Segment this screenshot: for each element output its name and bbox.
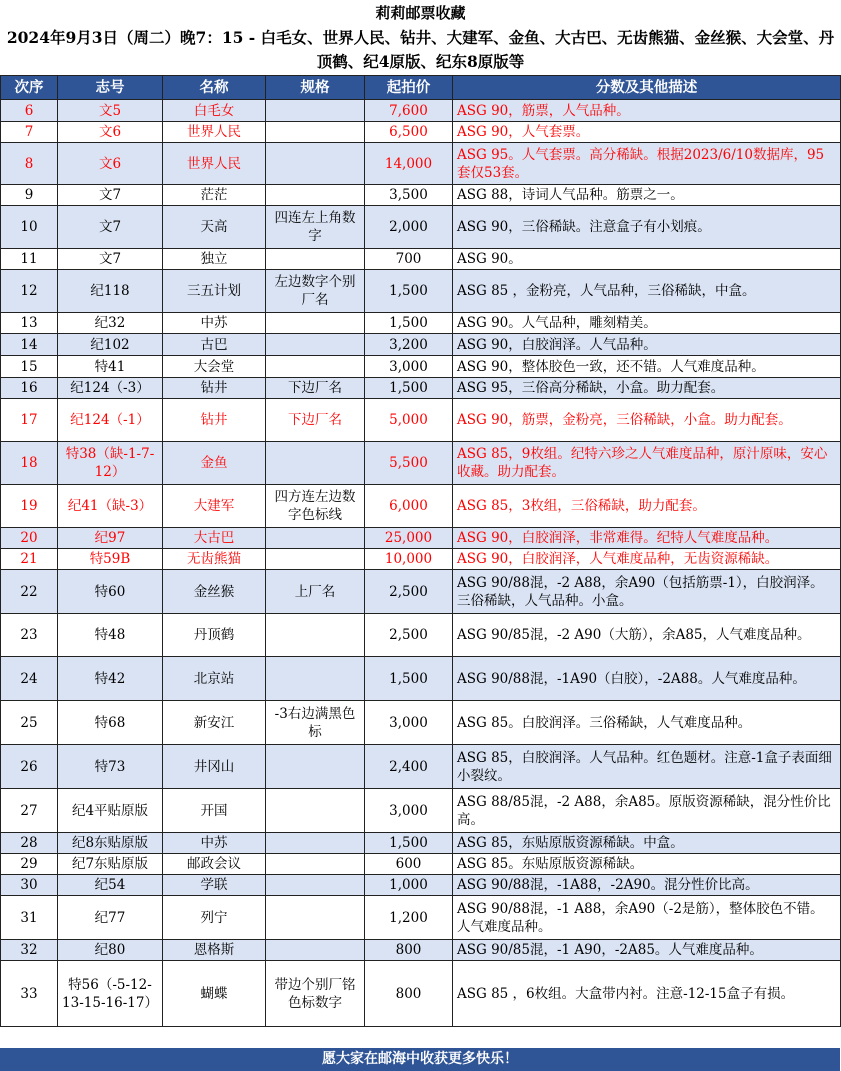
description-cell: ASG 90，筋票，人气品种。 bbox=[453, 100, 841, 122]
code-cell: 纪124（-1） bbox=[58, 399, 163, 442]
table-row bbox=[1, 249, 841, 270]
description-cell: ASG 85，白胶润泽。人气品种。红色题材。注意-1盒子表面细小裂纹。 bbox=[453, 745, 841, 789]
table-row bbox=[1, 570, 841, 614]
name-cell: 丹顶鹤 bbox=[163, 614, 266, 657]
description-cell: ASG 90/85混，-2 A90（大筋），余A85，人气难度品种。 bbox=[453, 614, 841, 657]
price-cell: 3,000 bbox=[365, 789, 453, 833]
table-row bbox=[1, 940, 841, 961]
description-cell: ASG 85。东贴原版资源稀缺。 bbox=[453, 854, 841, 875]
page-title: 莉莉邮票收藏 bbox=[375, 4, 466, 22]
description-cell: ASG 85 ，金粉亮，人气品种，三俗稀缺，中盒。 bbox=[453, 270, 841, 313]
code-cell: 纪80 bbox=[58, 940, 163, 961]
description-cell: ASG 85 ，6枚组。大盒带内衬。注意-12-15盒子有损。 bbox=[453, 961, 841, 1027]
price-cell: 2,000 bbox=[365, 206, 453, 249]
order-cell: 29 bbox=[1, 854, 58, 875]
order-cell: 17 bbox=[1, 399, 58, 442]
price-cell: 1,500 bbox=[365, 657, 453, 701]
table-row bbox=[1, 789, 841, 833]
price-cell: 1,500 bbox=[365, 313, 453, 334]
price-cell: 800 bbox=[365, 940, 453, 961]
name-cell: 无齿熊猫 bbox=[163, 549, 266, 570]
name-cell: 井冈山 bbox=[163, 745, 266, 789]
price-cell: 2,500 bbox=[365, 614, 453, 657]
name-cell: 列宁 bbox=[163, 896, 266, 940]
table-row bbox=[1, 875, 841, 896]
order-cell: 25 bbox=[1, 701, 58, 745]
order-cell: 12 bbox=[1, 270, 58, 313]
name-cell: 钻井 bbox=[163, 378, 266, 399]
header-order: 次序 bbox=[1, 76, 58, 100]
price-cell: 14,000 bbox=[365, 143, 453, 185]
description-cell: ASG 85。白胶润泽。三俗稀缺，人气难度品种。 bbox=[453, 701, 841, 745]
table-row bbox=[1, 442, 841, 485]
name-cell: 三五计划 bbox=[163, 270, 266, 313]
order-cell: 24 bbox=[1, 657, 58, 701]
spec-cell bbox=[266, 442, 365, 485]
order-cell: 16 bbox=[1, 378, 58, 399]
order-cell: 31 bbox=[1, 896, 58, 940]
code-cell: 文6 bbox=[58, 143, 163, 185]
spec-cell bbox=[266, 745, 365, 789]
name-cell: 学联 bbox=[163, 875, 266, 896]
table-row bbox=[1, 528, 841, 549]
header-name: 名称 bbox=[163, 76, 266, 100]
price-cell: 6,000 bbox=[365, 485, 453, 528]
order-cell: 18 bbox=[1, 442, 58, 485]
spec-cell bbox=[266, 122, 365, 143]
table-row bbox=[1, 334, 841, 356]
table-row bbox=[1, 100, 841, 122]
auction-subtitle: 2024年9月3日（周二）晚7：15 - 白毛女、世界人民、钻井、大建军、金鱼、大古巴、无齿熊猫、金丝猴、大会堂、丹顶鹤、纪4原版、纪东8原版等 bbox=[6, 28, 835, 71]
table-row bbox=[1, 745, 841, 789]
description-cell: ASG 90，白胶润泽，非常难得。纪特人气难度品种。 bbox=[453, 528, 841, 549]
spec-cell bbox=[266, 334, 365, 356]
description-cell: ASG 90/85混，-1 A90，-2A85。人气难度品种。 bbox=[453, 940, 841, 961]
spec-cell bbox=[266, 185, 365, 206]
name-cell: 金鱼 bbox=[163, 442, 266, 485]
table-row bbox=[1, 614, 841, 657]
spec-cell bbox=[266, 100, 365, 122]
code-cell: 特38（缺-1-7-12） bbox=[58, 442, 163, 485]
price-cell: 5,500 bbox=[365, 442, 453, 485]
price-cell: 600 bbox=[365, 854, 453, 875]
price-cell: 3,000 bbox=[365, 356, 453, 378]
name-cell: 世界人民 bbox=[163, 122, 266, 143]
table-row bbox=[1, 313, 841, 334]
code-cell: 文7 bbox=[58, 185, 163, 206]
code-cell: 特41 bbox=[58, 356, 163, 378]
spec-cell: 下边厂名 bbox=[266, 378, 365, 399]
table-row bbox=[1, 549, 841, 570]
order-cell: 33 bbox=[1, 961, 58, 1027]
spec-cell bbox=[266, 249, 365, 270]
spec-cell bbox=[266, 549, 365, 570]
price-cell: 3,500 bbox=[365, 185, 453, 206]
order-cell: 13 bbox=[1, 313, 58, 334]
order-cell: 27 bbox=[1, 789, 58, 833]
order-cell: 32 bbox=[1, 940, 58, 961]
spec-cell bbox=[266, 528, 365, 549]
name-cell: 白毛女 bbox=[163, 100, 266, 122]
spec-cell: 四方连左边数字色标线 bbox=[266, 485, 365, 528]
name-cell: 中苏 bbox=[163, 313, 266, 334]
order-cell: 6 bbox=[1, 100, 58, 122]
name-cell: 天高 bbox=[163, 206, 266, 249]
description-cell: ASG 90/88混，-2 A88，余A90（包括筋票-1），白胶润泽。三俗稀缺，人气品种。小盒。 bbox=[453, 570, 841, 614]
code-cell: 纪8东贴原版 bbox=[58, 833, 163, 854]
price-cell: 2,400 bbox=[365, 745, 453, 789]
name-cell: 大会堂 bbox=[163, 356, 266, 378]
code-cell: 纪77 bbox=[58, 896, 163, 940]
code-cell: 纪32 bbox=[58, 313, 163, 334]
table-row bbox=[1, 122, 841, 143]
description-cell: ASG 85，9枚组。纪特六珍之人气难度品种，原汁原味，安心收藏。助力配套。 bbox=[453, 442, 841, 485]
spec-cell bbox=[266, 896, 365, 940]
description-cell: ASG 95。人气套票。高分稀缺。根据2023/6/10数据库，95套仅53套。 bbox=[453, 143, 841, 185]
table-header-row bbox=[1, 76, 841, 100]
order-cell: 7 bbox=[1, 122, 58, 143]
table-row bbox=[1, 356, 841, 378]
order-cell: 22 bbox=[1, 570, 58, 614]
description-cell: ASG 95，三俗高分稀缺，小盒。助力配套。 bbox=[453, 378, 841, 399]
price-cell: 7,600 bbox=[365, 100, 453, 122]
spec-cell bbox=[266, 614, 365, 657]
code-cell: 特42 bbox=[58, 657, 163, 701]
spec-cell bbox=[266, 313, 365, 334]
stamp-auction-table bbox=[0, 75, 841, 1027]
price-cell: 700 bbox=[365, 249, 453, 270]
table-row bbox=[1, 206, 841, 249]
table-row bbox=[1, 833, 841, 854]
table-row bbox=[1, 896, 841, 940]
code-cell: 特68 bbox=[58, 701, 163, 745]
spec-cell: -3右边满黑色标 bbox=[266, 701, 365, 745]
name-cell: 金丝猴 bbox=[163, 570, 266, 614]
page-title-block bbox=[0, 0, 841, 75]
spec-cell: 下边厂名 bbox=[266, 399, 365, 442]
code-cell: 纪118 bbox=[58, 270, 163, 313]
price-cell: 3,000 bbox=[365, 701, 453, 745]
header-code: 志号 bbox=[58, 76, 163, 100]
order-cell: 26 bbox=[1, 745, 58, 789]
code-cell: 纪124（-3） bbox=[58, 378, 163, 399]
footer-banner: 愿大家在邮海中收获更多快乐！ bbox=[0, 1048, 840, 1071]
table-row bbox=[1, 399, 841, 442]
table-row bbox=[1, 961, 841, 1027]
price-cell: 1,500 bbox=[365, 833, 453, 854]
code-cell: 纪97 bbox=[58, 528, 163, 549]
description-cell: ASG 90，白胶润泽。人气品种。 bbox=[453, 334, 841, 356]
order-cell: 28 bbox=[1, 833, 58, 854]
spec-cell: 上厂名 bbox=[266, 570, 365, 614]
header-start-price: 起拍价 bbox=[365, 76, 453, 100]
price-cell: 1,500 bbox=[365, 378, 453, 399]
spec-cell bbox=[266, 854, 365, 875]
name-cell: 大建军 bbox=[163, 485, 266, 528]
name-cell: 大古巴 bbox=[163, 528, 266, 549]
price-cell: 1,200 bbox=[365, 896, 453, 940]
table-row bbox=[1, 854, 841, 875]
code-cell: 纪102 bbox=[58, 334, 163, 356]
description-cell: ASG 90，白胶润泽，人气难度品种，无齿资源稀缺。 bbox=[453, 549, 841, 570]
order-cell: 14 bbox=[1, 334, 58, 356]
code-cell: 纪7东贴原版 bbox=[58, 854, 163, 875]
price-cell: 10,000 bbox=[365, 549, 453, 570]
description-cell: ASG 88，诗词人气品种。筋票之一。 bbox=[453, 185, 841, 206]
order-cell: 11 bbox=[1, 249, 58, 270]
code-cell: 纪41（缺-3） bbox=[58, 485, 163, 528]
description-cell: ASG 90。人气品种，雕刻精美。 bbox=[453, 313, 841, 334]
header-spec: 规格 bbox=[266, 76, 365, 100]
header-description: 分数及其他描述 bbox=[453, 76, 841, 100]
spec-cell bbox=[266, 143, 365, 185]
table-row bbox=[1, 143, 841, 185]
price-cell: 1,000 bbox=[365, 875, 453, 896]
description-cell: ASG 90/88混，-1 A88，余A90（-2是筋），整体胶色不错。人气难度品种。 bbox=[453, 896, 841, 940]
table-row bbox=[1, 185, 841, 206]
code-cell: 文7 bbox=[58, 249, 163, 270]
code-cell: 文5 bbox=[58, 100, 163, 122]
spec-cell: 带边个别厂铭色标数字 bbox=[266, 961, 365, 1027]
description-cell: ASG 90。 bbox=[453, 249, 841, 270]
description-cell: ASG 90/88混，-1A88，-2A90。混分性价比高。 bbox=[453, 875, 841, 896]
table-row bbox=[1, 270, 841, 313]
name-cell: 恩格斯 bbox=[163, 940, 266, 961]
table-row bbox=[1, 657, 841, 701]
spec-cell bbox=[266, 940, 365, 961]
code-cell: 文6 bbox=[58, 122, 163, 143]
order-cell: 23 bbox=[1, 614, 58, 657]
code-cell: 特59B bbox=[58, 549, 163, 570]
order-cell: 15 bbox=[1, 356, 58, 378]
spec-cell bbox=[266, 356, 365, 378]
price-cell: 6,500 bbox=[365, 122, 453, 143]
order-cell: 9 bbox=[1, 185, 58, 206]
order-cell: 21 bbox=[1, 549, 58, 570]
description-cell: ASG 90，人气套票。 bbox=[453, 122, 841, 143]
code-cell: 特73 bbox=[58, 745, 163, 789]
order-cell: 10 bbox=[1, 206, 58, 249]
spec-cell: 四连左上角数字 bbox=[266, 206, 365, 249]
code-cell: 特48 bbox=[58, 614, 163, 657]
code-cell: 纪4平贴原版 bbox=[58, 789, 163, 833]
price-cell: 5,000 bbox=[365, 399, 453, 442]
code-cell: 特60 bbox=[58, 570, 163, 614]
order-cell: 20 bbox=[1, 528, 58, 549]
price-cell: 3,200 bbox=[365, 334, 453, 356]
name-cell: 北京站 bbox=[163, 657, 266, 701]
order-cell: 30 bbox=[1, 875, 58, 896]
spec-cell bbox=[266, 657, 365, 701]
description-cell: ASG 90/88混，-1A90（白胶），-2A88。人气难度品种。 bbox=[453, 657, 841, 701]
description-cell: ASG 90，筋票，金粉亮，三俗稀缺，小盒。助力配套。 bbox=[453, 399, 841, 442]
spec-cell bbox=[266, 789, 365, 833]
name-cell: 蝴蝶 bbox=[163, 961, 266, 1027]
name-cell: 新安江 bbox=[163, 701, 266, 745]
spec-cell: 左边数字个别厂名 bbox=[266, 270, 365, 313]
description-cell: ASG 90，三俗稀缺。注意盒子有小划痕。 bbox=[453, 206, 841, 249]
table-row bbox=[1, 485, 841, 528]
order-cell: 19 bbox=[1, 485, 58, 528]
code-cell: 纪54 bbox=[58, 875, 163, 896]
name-cell: 古巴 bbox=[163, 334, 266, 356]
code-cell: 特56（-5-12-13-15-16-17） bbox=[58, 961, 163, 1027]
price-cell: 2,500 bbox=[365, 570, 453, 614]
spec-cell bbox=[266, 875, 365, 896]
name-cell: 茫茫 bbox=[163, 185, 266, 206]
name-cell: 独立 bbox=[163, 249, 266, 270]
name-cell: 世界人民 bbox=[163, 143, 266, 185]
description-cell: ASG 85，3枚组，三俗稀缺，助力配套。 bbox=[453, 485, 841, 528]
table-row bbox=[1, 378, 841, 399]
code-cell: 文7 bbox=[58, 206, 163, 249]
description-cell: ASG 90，整体胶色一致，还不错。人气难度品种。 bbox=[453, 356, 841, 378]
price-cell: 800 bbox=[365, 961, 453, 1027]
price-cell: 1,500 bbox=[365, 270, 453, 313]
table-row bbox=[1, 701, 841, 745]
order-cell: 8 bbox=[1, 143, 58, 185]
description-cell: ASG 88/85混，-2 A88，余A85。原版资源稀缺，混分性价比高。 bbox=[453, 789, 841, 833]
name-cell: 邮政会议 bbox=[163, 854, 266, 875]
name-cell: 中苏 bbox=[163, 833, 266, 854]
name-cell: 开国 bbox=[163, 789, 266, 833]
name-cell: 钻井 bbox=[163, 399, 266, 442]
price-cell: 25,000 bbox=[365, 528, 453, 549]
spec-cell bbox=[266, 833, 365, 854]
description-cell: ASG 85，东贴原版资源稀缺。中盒。 bbox=[453, 833, 841, 854]
